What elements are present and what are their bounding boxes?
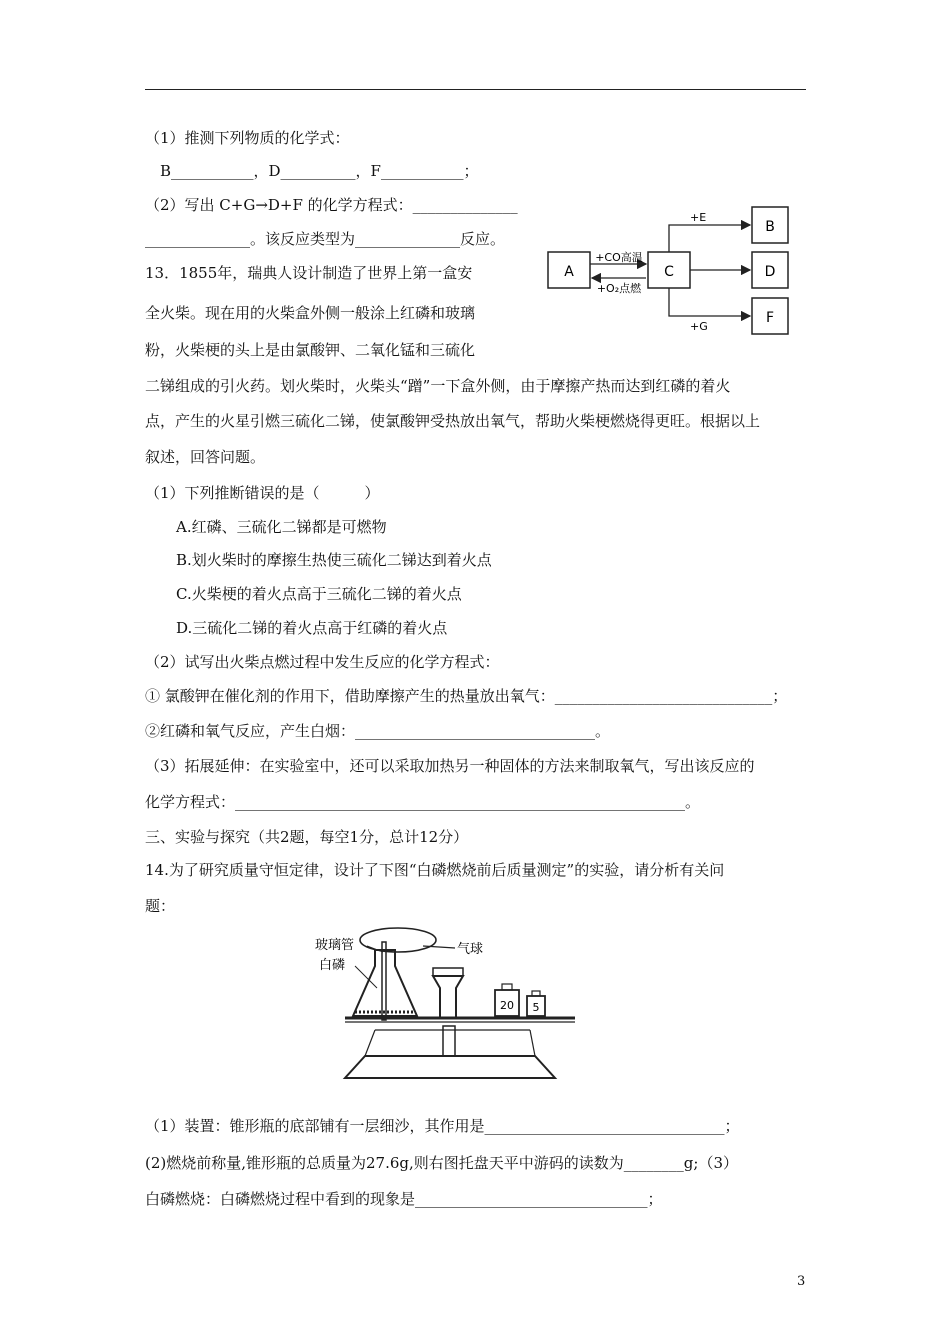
weight-20-label: 20	[500, 999, 514, 1012]
label-o2: +O₂点燃	[596, 282, 642, 295]
q13-sub1: （1）下列推断错误的是（ ）	[145, 484, 380, 502]
q13-line3: 粉，火柴梗的头上是由氯酸钾、二氧化锰和三硫化	[145, 341, 476, 359]
label-balloon: 气球	[457, 942, 484, 957]
weight-5-label: 5	[532, 1001, 540, 1014]
q13-option-c: C.火柴梗的着火点高于三硫化二锑的着火点	[176, 585, 462, 603]
q12-part2-cont: ______________。该反应类型为______________反应。	[145, 230, 506, 248]
q13-line4: 二锑组成的引火药。划火柴时，火柴头“蹭”一下盒外侧，由于摩擦产热而达到红磷的着火	[145, 377, 731, 395]
section-3-heading: 三、实验与探究（共2题，每空1分，总计12分）	[145, 828, 469, 846]
flask	[353, 950, 417, 1016]
label-g: +G	[690, 320, 708, 333]
q12-blanks: B___________，D__________，F___________；	[160, 162, 479, 180]
label-c: C	[664, 264, 674, 280]
label-tube: 玻璃管	[315, 938, 355, 953]
header-rule	[145, 89, 806, 90]
label-b: B	[765, 219, 775, 235]
balloon	[360, 928, 436, 952]
q13-sub2: （2）试写出火柴点燃过程中发生反应的化学方程式：	[145, 653, 500, 671]
q14-sub1: （1）装置：锥形瓶的底部铺有一层细沙，其作用是________________________________；	[145, 1117, 740, 1135]
q13-sub2b: ②红磷和氧气反应，产生白烟：________________________________。	[145, 722, 611, 740]
q13-line1: 13．1855年，瑞典人设计制造了世界上第一盒安	[145, 264, 473, 282]
q13-line5: 点，产生的火星引燃三硫化二锑，使氯酸钾受热放出氧气，帮助火柴梗燃烧得更旺。根据以上	[145, 412, 761, 430]
label-co: +CO高温	[595, 251, 643, 264]
page-number: 3	[797, 1274, 806, 1289]
q14-sub2: (2)燃烧前称量,锥形瓶的总质量为27.6g,则右图托盘天平中游码的读数为________g;（3）	[145, 1154, 738, 1172]
center-post	[433, 976, 463, 1018]
q14-line1: 14.为了研究质量守恒定律，设计了下图“白磷燃烧前后质量测定”的实验，请分析有关问	[145, 861, 725, 879]
label-phosphorus: 白磷	[319, 958, 346, 973]
q13-sub2a: ① 氯酸钾在催化剂的作用下，借助摩擦产生的热量放出氧气：_____________________________；	[145, 687, 788, 705]
q12-part1: （1）推测下列物质的化学式：	[145, 129, 350, 147]
q13-line2: 全火柴。现在用的火柴盒外侧一般涂上红磷和玻璃	[145, 304, 476, 322]
q13-sub3: （3）拓展延伸：在实验室中，还可以采取加热另一种固体的方法来制取氧气，写出该反应的	[145, 757, 755, 775]
q14-line2: 题：	[145, 897, 176, 915]
balance-base	[345, 1056, 555, 1078]
q12-part2: （2）写出 C+G→D+F 的化学方程式：______________	[145, 196, 518, 214]
q13-option-b: B.划火柴时的摩擦生热使三硫化二锑达到着火点	[176, 551, 492, 569]
q13-option-a: A.红磷、三硫化二锑都是可燃物	[176, 518, 387, 536]
label-e: +E	[690, 211, 707, 224]
glass-tube	[382, 942, 386, 1020]
q13-option-d: D.三硫化二锑的着火点高于红磷的着火点	[176, 619, 448, 637]
q13-line6: 叙述，回答问题。	[145, 448, 266, 466]
balance-apparatus	[305, 918, 585, 1088]
q14-sub3: 白磷燃烧：白磷燃烧过程中看到的现象是_______________________________；	[145, 1190, 663, 1208]
reaction-diagram	[540, 200, 800, 345]
q13-sub3-cont: 化学方程式：____________________________________________________________。	[145, 793, 701, 811]
label-d: D	[764, 264, 776, 280]
label-a: A	[564, 264, 574, 280]
label-f: F	[765, 310, 775, 326]
